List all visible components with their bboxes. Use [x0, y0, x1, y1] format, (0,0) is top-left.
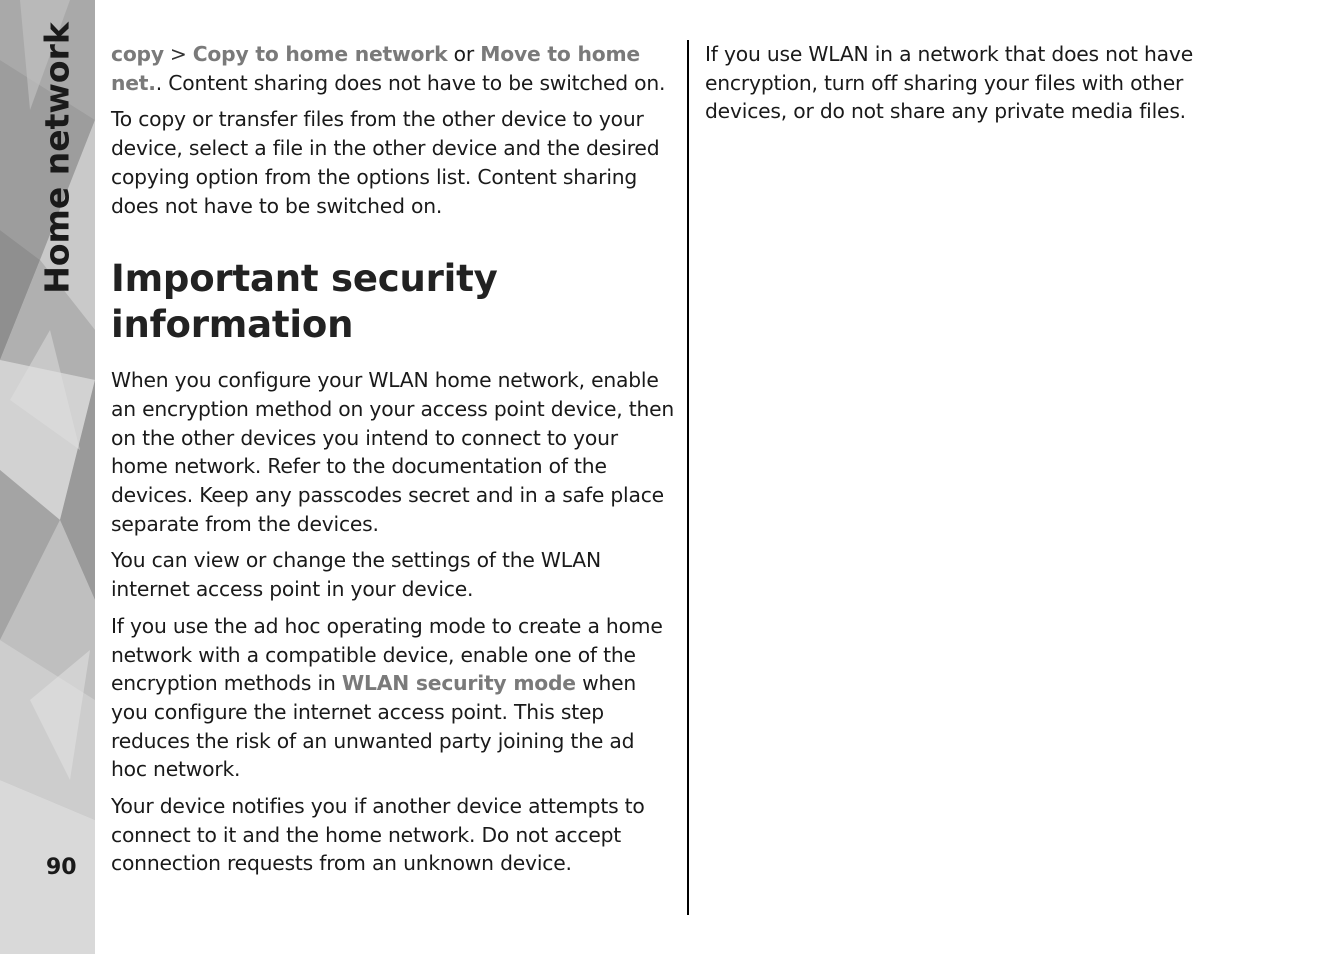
ui-term-wlan-security-mode: WLAN security mode	[341, 671, 576, 696]
ad-hoc-text-before: If you use the ad hoc operating mode to create a home network with a compatible device, enable one of the encryption methods in	[111, 613, 663, 696]
paragraph-ad-hoc-mode	[111, 612, 676, 784]
ui-term-copy: copy	[111, 42, 164, 66]
section-title: Home network	[37, 22, 77, 294]
ad-hoc-text-after: when you configure the internet access point. This step reduces the risk of an unwanted party joining the ad hoc network.	[111, 671, 637, 782]
page-number: 90	[46, 855, 77, 880]
right-column	[705, 40, 1225, 134]
column-divider	[687, 40, 689, 915]
ui-term-copy-to-home-network: Copy to home network	[192, 42, 448, 66]
paragraph-copy-options-rest: . Content sharing does not have to be switched on.	[155, 70, 666, 95]
paragraph-copy-transfer: To copy or transfer files from the other device to your device, select a file in the other device and the desired copying option from the options list. Content sharing does not have to be switched on.	[111, 107, 660, 218]
paragraph-view-settings: You can view or change the settings of the WLAN internet access point in your device.	[111, 548, 601, 602]
left-column	[111, 40, 676, 886]
paragraph-connection-requests: Your device notifies you if another device attempts to connect to it and the home network. Do not accept connection requests from an unknown device.	[111, 794, 645, 876]
ui-term-move-to-home-net: Move to home net.	[111, 42, 640, 95]
or-text: or	[453, 42, 474, 66]
paragraph-copy-options	[111, 40, 676, 97]
menu-separator: >	[169, 42, 187, 66]
paragraph-configure-wlan: When you configure your WLAN home network, enable an encryption method on your access point device, then on the other devices you intend to connect to your home network. Refer to the documentation of the devices. Keep any passcodes secret and in a safe place separate from the devices.	[111, 368, 675, 536]
paragraph-no-encryption: If you use WLAN in a network that does not have encryption, turn off sharing your files with other devices, or do not share any private media files.	[705, 42, 1193, 124]
heading-important-security: Important security information	[111, 257, 498, 347]
